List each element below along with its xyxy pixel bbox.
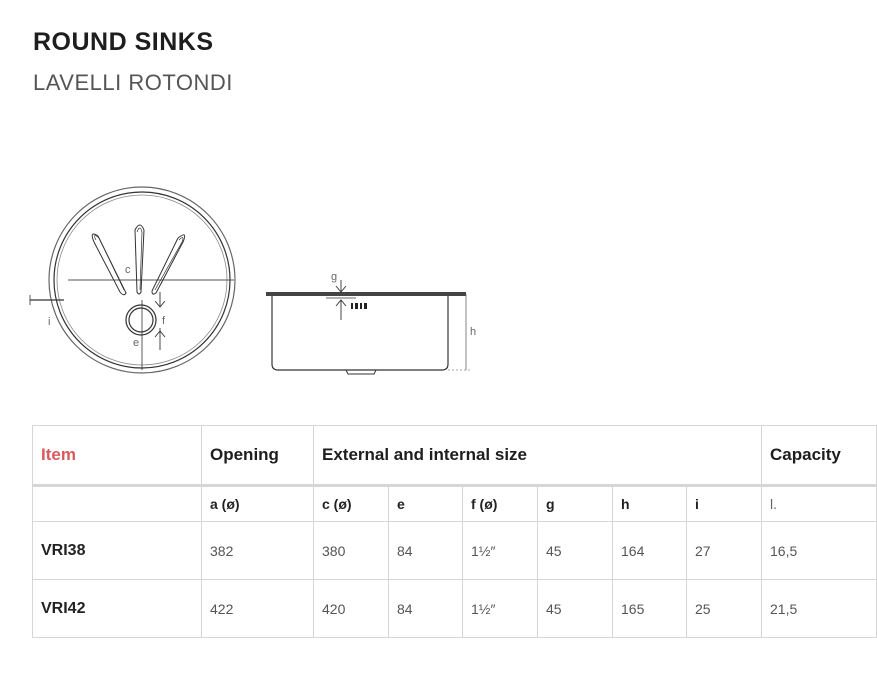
column-header-row: [33, 486, 877, 522]
value-cell: 45: [538, 580, 613, 638]
sink-technical-drawing: [28, 180, 488, 380]
label-g: g: [331, 271, 338, 283]
column-header-f: f (ø): [463, 486, 538, 522]
column-header-i: i: [687, 486, 762, 522]
value-cell: 165: [613, 580, 687, 638]
value-cell: 420: [314, 580, 389, 638]
value-cell: 1½″: [463, 580, 538, 638]
page-title: ROUND SINKS: [33, 28, 214, 56]
value-cell: 84: [389, 580, 463, 638]
column-header-l: l.: [762, 486, 877, 522]
value-cell: 84: [389, 522, 463, 580]
value-cell: 164: [613, 522, 687, 580]
model-cell: VRI42: [33, 580, 202, 638]
column-header-h: h: [613, 486, 687, 522]
value-cell: 380: [314, 522, 389, 580]
capacity-header: Capacity: [762, 426, 877, 486]
column-header-c: c (ø): [314, 486, 389, 522]
table-row: [33, 580, 877, 638]
value-cell: 422: [202, 580, 314, 638]
size-header: External and internal size: [314, 426, 762, 486]
specification-table: [32, 425, 877, 638]
group-header-row: [33, 426, 877, 486]
label-h: h: [470, 326, 477, 338]
model-cell: VRI38: [33, 522, 202, 580]
table-row: [33, 522, 877, 580]
label-e: e: [133, 337, 140, 349]
value-cell: 27: [687, 522, 762, 580]
side-view: [266, 280, 470, 374]
value-cell: 16,5: [762, 522, 877, 580]
item-header: Item: [33, 426, 202, 486]
page-subtitle: LAVELLI ROTONDI: [33, 70, 233, 95]
label-c: c: [125, 264, 131, 276]
value-cell: 25: [687, 580, 762, 638]
column-header-a: a (ø): [202, 486, 314, 522]
value-cell: 1½″: [463, 522, 538, 580]
value-cell: 21,5: [762, 580, 877, 638]
column-header-e: e: [389, 486, 463, 522]
value-cell: 382: [202, 522, 314, 580]
opening-header: Opening: [202, 426, 314, 486]
side-view-marks: [351, 303, 367, 309]
label-i: i: [48, 316, 51, 328]
column-header-blank: [33, 486, 202, 522]
column-header-g: g: [538, 486, 613, 522]
value-cell: 45: [538, 522, 613, 580]
label-f: f: [162, 315, 166, 327]
